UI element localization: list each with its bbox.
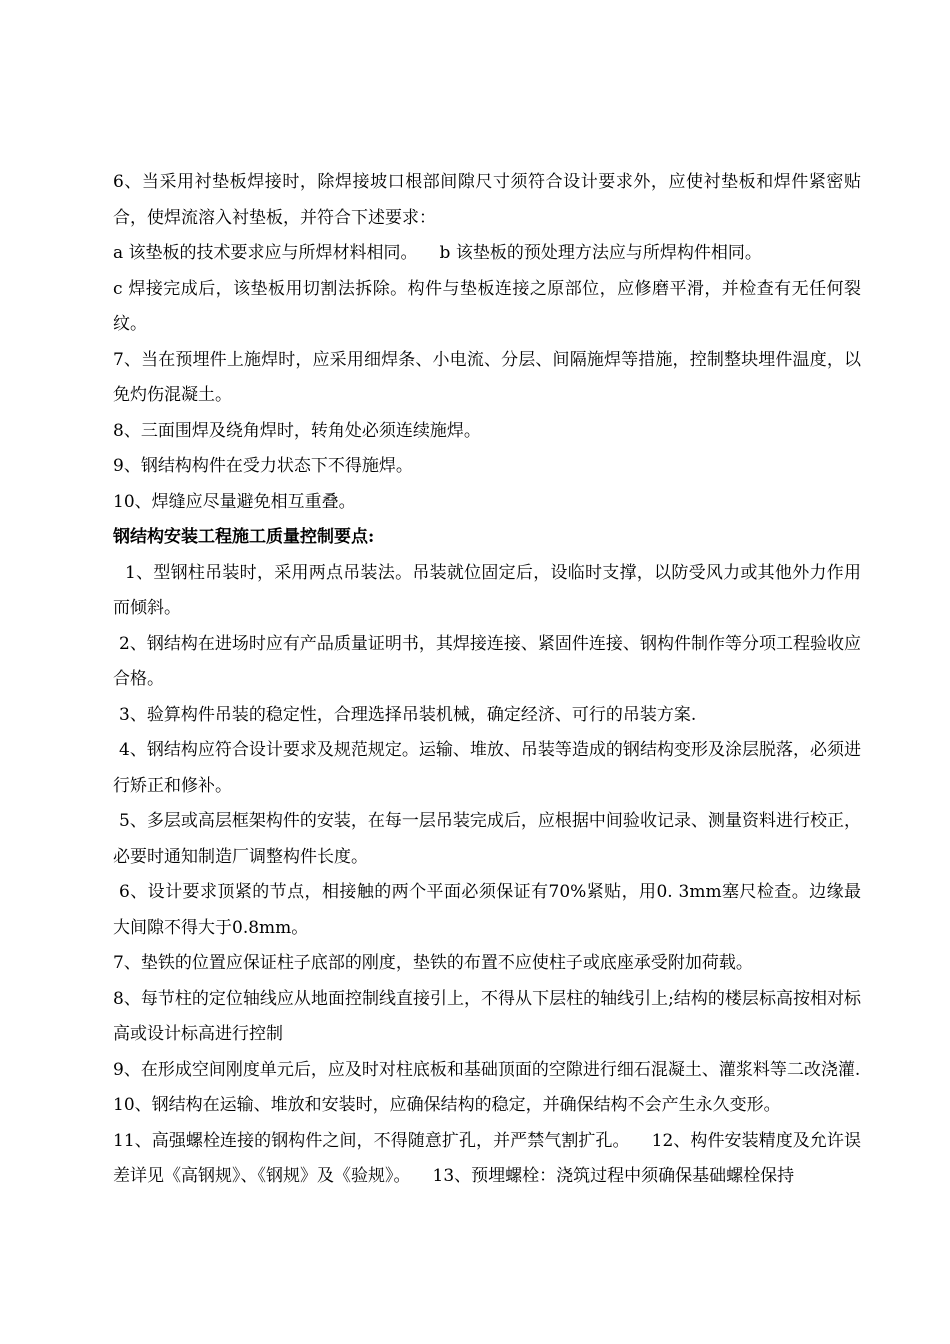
paragraph-welding-c: c 焊接完成后，该垫板用切割法拆除。构件与垫板连接之原部位，应修磨平滑，并检查有无任何裂纹。 xyxy=(113,278,861,334)
document-page xyxy=(113,165,861,1195)
paragraph-welding-7: 7、当在预埋件上施焊时，应采用细焊条、小电流、分层、间隔施焊等措施，控制整块埋件温度，以免灼伤混凝土。 xyxy=(113,349,861,405)
paragraph-welding-8: 8、三面围焊及绕角焊时，转角处必须连续施焊。 xyxy=(113,420,481,441)
paragraph-welding-6: 6、当采用衬垫板焊接时，除焊接坡口根部间隙尺寸须符合设计要求外，应使衬垫板和焊件紧密贴合，使焊流溶入衬垫板，并符合下述要求： xyxy=(113,172,861,228)
paragraph-install-5: 5、多层或高层框架构件的安装，在每一层吊装完成后，应根据中间验收记录、测量资料进行校正，必要时通知制造厂调整构件长度。 xyxy=(113,811,861,867)
paragraph-install-8: 8、每节柱的定位轴线应从地面控制线直接引上，不得从下层柱的轴线引上;结构的楼层标高按相对标高或设计标高进行控制 xyxy=(113,988,861,1044)
paragraph-install-7: 7、垫铁的位置应保证柱子底部的刚度，垫铁的布置不应使柱子或底座承受附加荷载。 xyxy=(113,953,753,973)
install-item-12: 12、构件安装精度及允许误差详见《高钢规》、《钢规》及《验规》。 xyxy=(113,1130,861,1186)
welding-item-a: a 该垫板的技术要求应与所焊材料相同。 xyxy=(113,243,418,263)
paragraph-install-2: 2、钢结构在进场时应有产品质量证明书，其焊接连接、紧固件连接、钢构件制作等分项工程验收应合格。 xyxy=(113,633,861,689)
paragraph-install-11-13 xyxy=(113,1124,861,1195)
paragraph-install-10: 10、钢结构在运输、堆放和安装时，应确保结构的稳定，并确保结构不会产生永久变形。 xyxy=(113,1095,781,1115)
install-item-13: 13、预埋螺栓：浇筑过程中须确保基础螺栓保持 xyxy=(432,1166,795,1186)
paragraph-welding-9: 9、钢结构构件在受力状态下不得施焊。 xyxy=(113,456,413,476)
paragraph-welding-ab xyxy=(113,236,861,272)
paragraph-welding-10: 10、焊缝应尽量避免相互重叠。 xyxy=(113,491,356,512)
paragraph-install-4: 4、钢结构应符合设计要求及规范规定。运输、堆放、吊装等造成的钢结构变形及涂层脱落，必须进行矫正和修补。 xyxy=(113,740,861,796)
paragraph-install-1: 1、型钢柱吊装时，采用两点吊装法。吊装就位固定后，设临时支撑，以防受风力或其他外力作用而倾斜。 xyxy=(113,562,861,618)
install-item-11: 11、高强螺栓连接的钢构件之间，不得随意扩孔，并严禁气割扩孔。 xyxy=(113,1130,630,1151)
paragraph-install-3: 3、验算构件吊装的稳定性，合理选择吊装机械，确定经济、可行的吊装方案. xyxy=(119,704,697,725)
welding-item-b: b 该垫板的预处理方法应与所焊构件相同。 xyxy=(439,243,762,263)
paragraph-install-9: 9、在形成空间刚度单元后，应及时对柱底板和基础顶面的空隙进行细石混凝土、灌浆料等二改浇灌. xyxy=(113,1059,861,1080)
paragraph-install-6: 6、设计要求顶紧的节点，相接触的两个平面必须保证有70%紧贴，用0. 3mm塞尺检查。边缘最大间隙不得大于0.8mm。 xyxy=(113,882,861,938)
section-heading: 钢结构安装工程施工质量控制要点: xyxy=(113,527,375,547)
